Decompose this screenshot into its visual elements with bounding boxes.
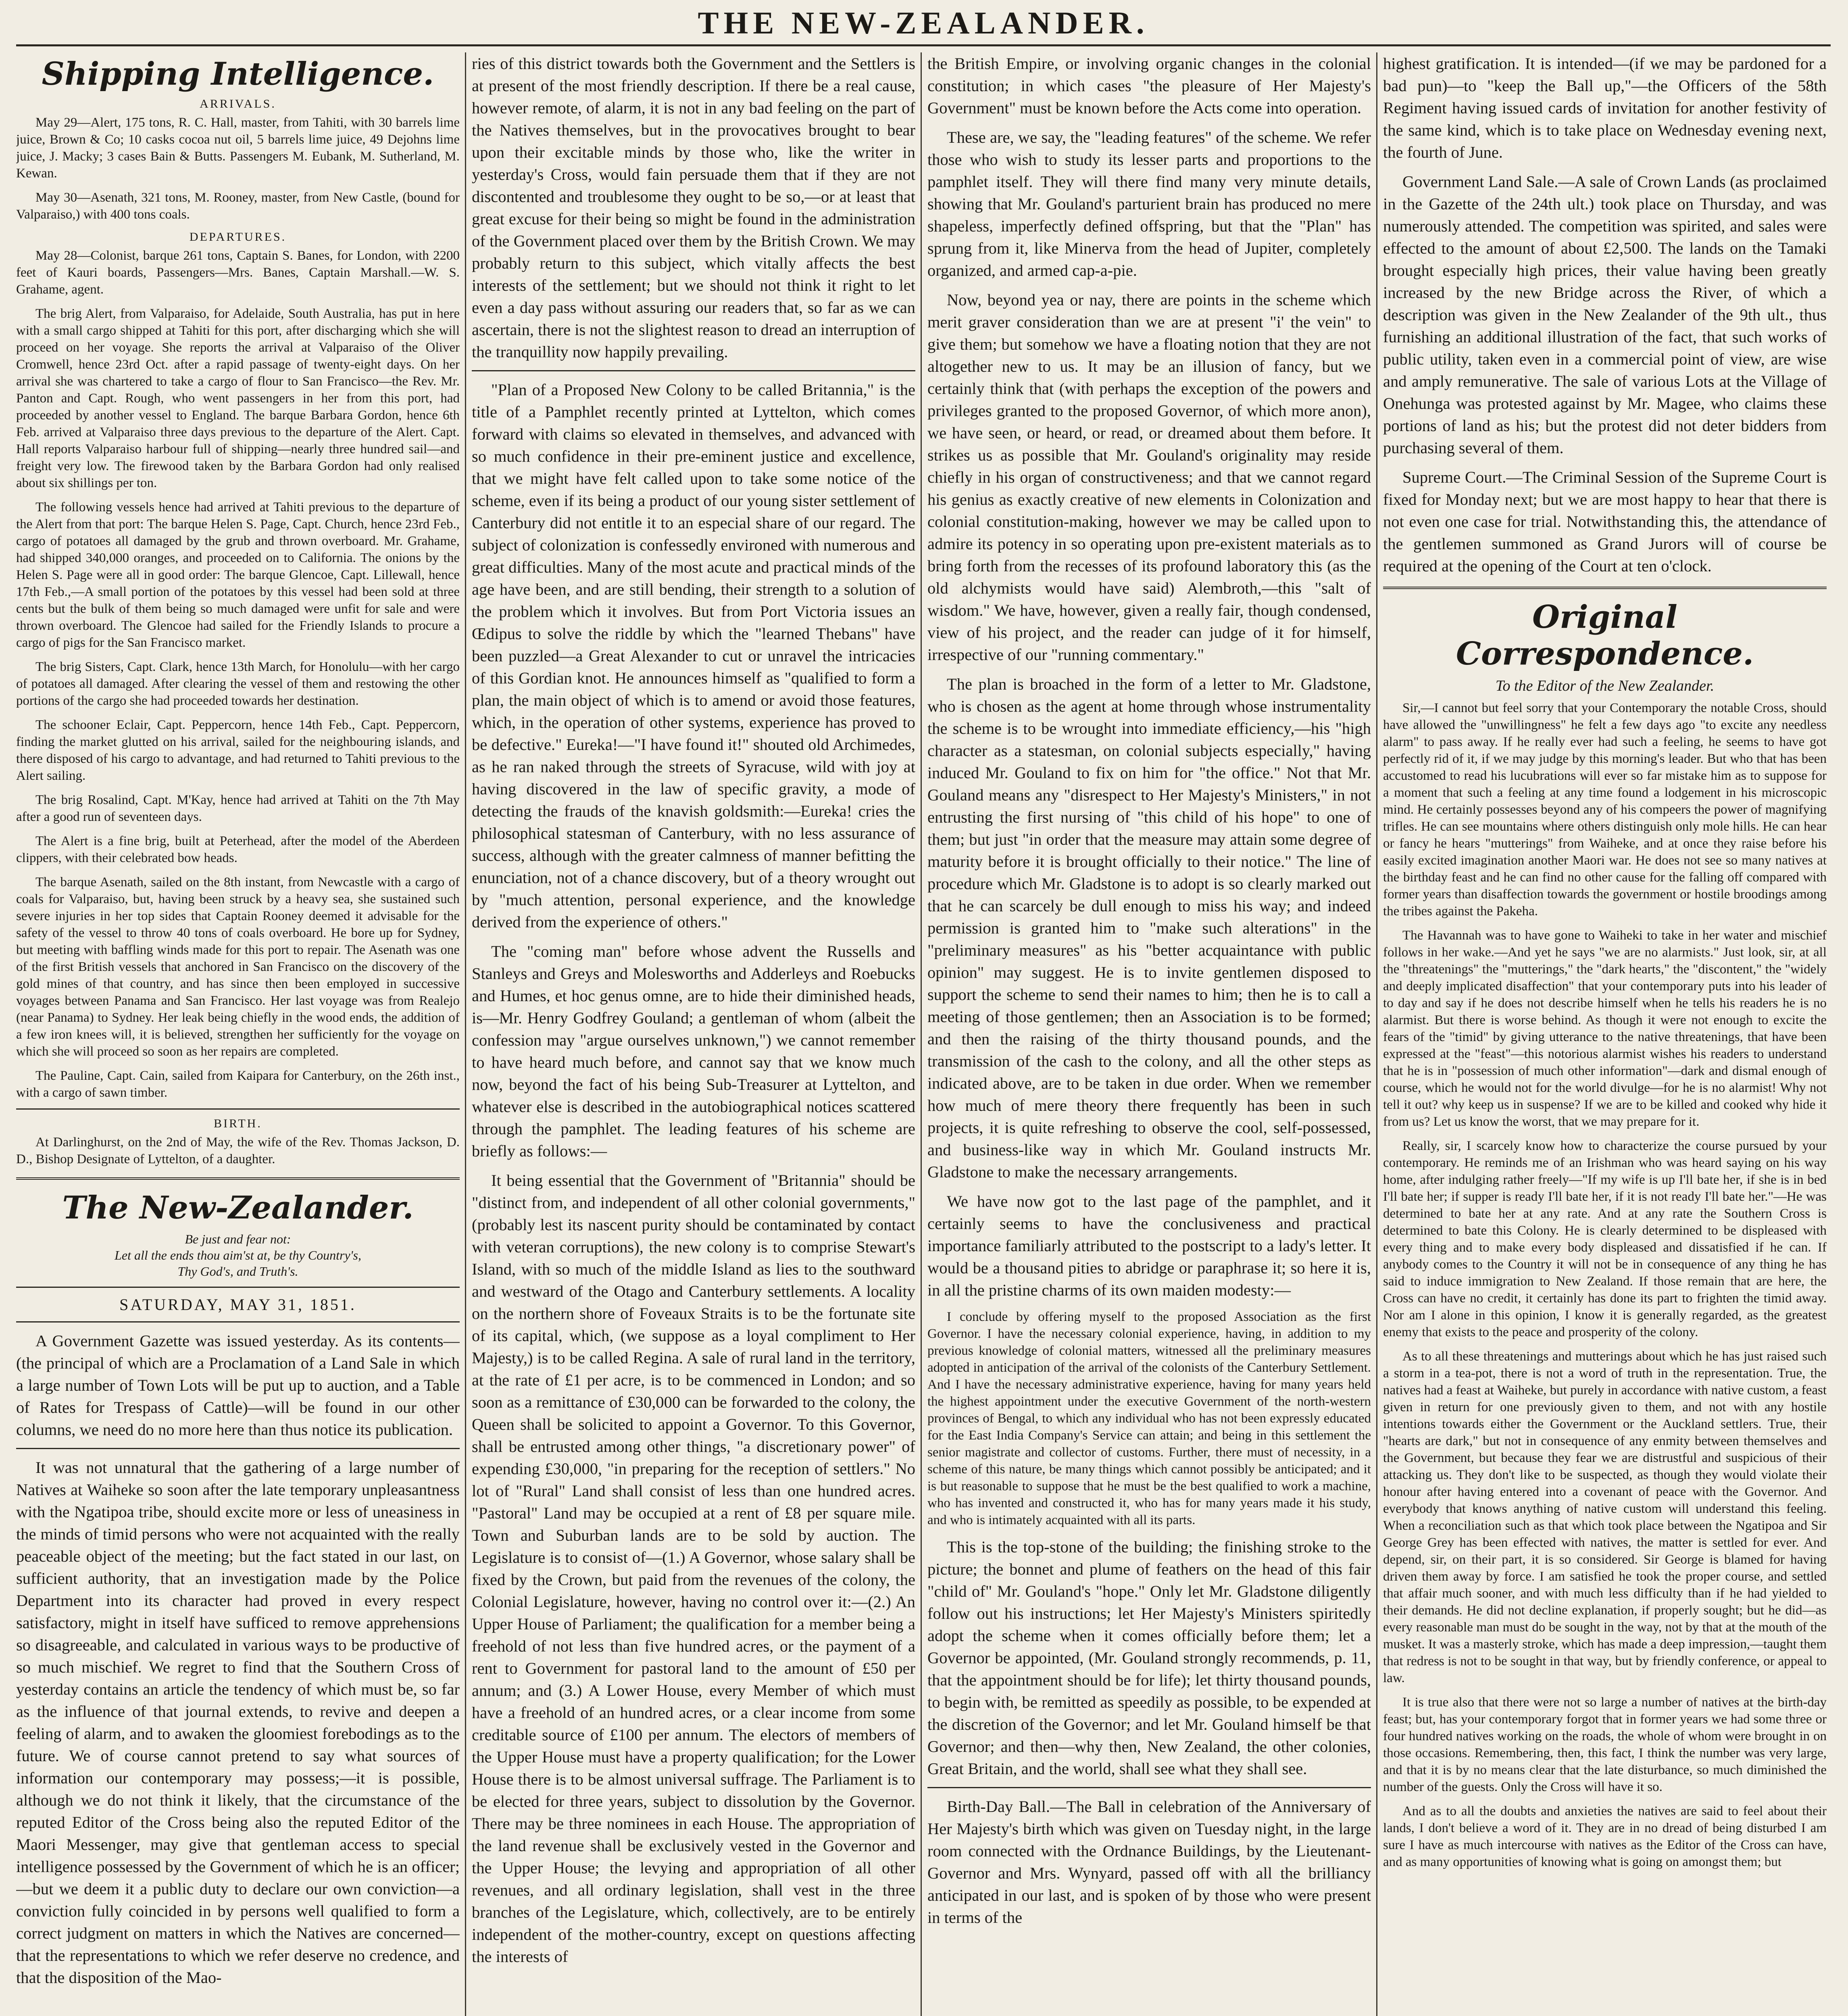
birth-heading: BIRTH.	[214, 1117, 262, 1130]
departures-heading: DEPARTURES.	[189, 230, 287, 244]
section-rule	[1383, 587, 1827, 589]
column-4	[1383, 52, 1827, 2016]
column-3	[927, 52, 1371, 2016]
column-rule	[465, 52, 466, 2016]
news-item: Supreme Court.—The Criminal Session of the Supreme Court is fixed for Monday next; but we are most happy to hear that there is not even one case for trial. Notwithstanding this, the attendance of the gentlemen summoned as Grand Jurors will of course be required at the opening of the Court at ten o'clock.	[1383, 468, 1827, 575]
shipping-note: The brig Alert, from Valparaiso, for Adelaide, South Australia, has put in here with a small cargo shipped at Tahiti for this port, after discharging which she will proceed on her voyage. She reports the arrival at Valparaiso of the Oliver Cromwell, hence 23rd Oct. after a rapid passage of twenty-eight days. On her arrival she was chartered to take a cargo of flour to San Francisco—the Rev. Mr. Panton and Capt. Rough, who went passengers in her from this port, had proceeded by another vessel to England. The barque Barbara Gordon, hence 6th Feb. arrived at Valparaiso three days previous to the departure of the Alert. Capt. Hall reports Valparaiso harbour full of shipping—nearly three hundred sail—and freight very low. The firewood taken by the Barbara Gordon had only realised about six shillings per ton.	[16, 306, 460, 490]
issue-date: SATURDAY, MAY 31, 1851.	[119, 1295, 356, 1314]
motto-line: Thy God's, and Truth's.	[177, 1264, 298, 1279]
editorial-paragraph: It being essential that the Government of "Britannia" should be "distinct from, and independent of all other colonial governments," (probably lest its nascent purity should be contaminated by contact with veteran corruptions), the new colony is to comprise Stewart's Island, with so much of the middle Island as lies to the southward and westward of the Otago and Canterbury settlements. A locality on the northern shore of Foveaux Straits is to be the fortunate site of its capital, which, (we suppose as a loyal compliment to Her Majesty,) is to be called Regina. A sale of rural land in the territory, at the rate of £1 per acre, is to be commenced in London; and so soon as a remittance of £30,000 can be forwarded to the colony, the Queen shall be solicited to appoint a Governor. To this Governor, shall be entrusted among other things, "a discretionary power" of expending £30,000, "in preparing for the reception of settlers." No lot of "Rural" Land shall consist of less than one hundred acres. "Pastoral" Land may be occupied at a rent of £8 per square mile. Town and Suburban lands are to be sold by auction. The Legislature is to consist of—(1.) A Governor, whose salary shall be fixed by the Crown, but paid from the revenues of the colony, the Colonial Legislature, however, having no control over it:—(2.) An Upper House of Parliament; the qualification for a member being a freehold of not less than five hundred acres, or the payment of a rent to Government for pastoral land to the amount of £50 per annum; and (3.) A Lower House, every Member of which must have a freehold of an hundred acres, or a clear income from some creditable source of £100 per annum. The electors of members of the Upper House must have a property qualification; for the Lower House there is to be almost universal suffrage. The Parliament is to be elected for three years, subject to dissolution by the Governor. There may be three nominees in each House. The appropriation of the land revenue shall be exclusively vested in the Governor and the Upper House; the levying and appropriation of all other revenues, and all ordinary legislation, shall vest in the three branches of the Legislature, which, collectively, are to be entirely independent of the mother-country, except on questions affecting the interests of	[472, 1171, 915, 1966]
section-rule	[16, 1287, 460, 1288]
section-rule	[16, 1108, 460, 1110]
shipping-note: The Alert is a fine brig, built at Peterhead, after the model of the Aberdeen clippers, with their celebrated bow heads.	[16, 834, 460, 865]
column-2	[472, 52, 915, 2016]
letter-paragraph: And as to all the doubts and anxieties the natives are said to feel about their lands, I don't believe a word of it. They are in no dread of being disturbed I am sure I have as much intercourse with natives as the Editor of the Cross can have, and as many opportunities of knowing what is going on amongst them; but	[1383, 1804, 1827, 1869]
masthead-rule	[16, 44, 1831, 46]
shipping-note: The barque Asenath, sailed on the 8th instant, from Newcastle with a cargo of coals for Valparaiso, but, having been struck by a heavy sea, she sustained such severe injuries in her top sides that Captain Rooney deemed it advisable for the safety of the vessel to throw 40 tons of coals overboard. He bore up for Sydney, but meeting with baffling winds made for this port to repair. The Asenath was one of the first British vessels that anchored in San Francisco on the discovery of the gold mines of that country, and has since then been employed in successive voyages between Panama and San Francisco. Her last voyage was from Realejo (near Panama) to Sydney. Her leak being chiefly in the wood ends, the addition of a few iron knees will, it is believed, strengthen her sufficiently for the voyage on which she will proceed so soon as her repairs are completed.	[16, 875, 460, 1059]
correspondence-title: Original Correspondence.	[1456, 599, 1754, 672]
editorial-title: The New-Zealander.	[62, 1189, 414, 1226]
editorial-paragraph: This is the top-stone of the building; the finishing stroke to the picture; the bonnet and plume of feathers on the head of this fair "child of" Mr. Gouland's "hope." Only let Mr. Gladstone diligently follow out his instructions; let Her Majesty's Ministers spiritedly adopt the scheme when it comes officially before them; let a Governor be appointed, (Mr. Gouland strongly recommends, p. 11, that the appointment should be for life); let thirty thousand pounds, to begin with, be remitted as speedily as possible, to be expended at the discretion of the Governor; and let Mr. Gouland himself be that Governor; and then—why then, New Zealand, the other colonies, Great Britain, and the world, shall see what they shall see.	[927, 1538, 1371, 1778]
arrival-entry: May 30—Asenath, 321 tons, M. Rooney, master, from New Castle, (bound for Valparaiso,) with 400 tons coals.	[16, 190, 460, 222]
editorial-paragraph: Now, beyond yea or nay, there are points in the scheme which merit graver consideration than we are at present "i' the vein" to give them; but somehow we have a floating notion that they are not altogether new to us. It may be an illusion of fancy, but we certainly think that (with perhaps the exception of the powers and privileges granted to the proposed Governor, of which more anon), we have seen, or heard, or read, or dreamed about them before. It strikes us as possible that Mr. Gouland's originality may reside chiefly in his organ of constructiveness; and that we cannot regard his genius as exactly creative of new elements in Colonization and colonial constitution-making, however we may be called upon to admire its potency in so operating upon pre-existent materials as to bring forth from the recesses of its profound laboratory this (as the old alchymists would have said) Alembroth,—this "salt of wisdom." We have, however, given a really fair, though condensed, view of his project, and the reader can judge of it for himself, irrespective of our "running commentary."	[927, 291, 1371, 664]
news-item: Birth-Day Ball.—The Ball in celebration of the Anniversary of Her Majesty's birth which was given on Tuesday night, in the large room connected with the Ordnance Buildings, by the Lieutenant-Governor and Mrs. Wynyard, passed off with all the brilliancy anticipated in our last, and is spoken of by those who were present in terms of the	[927, 1797, 1371, 1926]
editorial-paragraph: "Plan of a Proposed New Colony to be called Britannia," is the title of a Pamphlet recently printed at Lyttelton, which comes forward with claims so elevated in themselves, and advanced with so much confidence in their pre-eminent justice and excellence, that we might have felt called upon to take some notice of the scheme, even if its being a product of our young sister settlement of Canterbury did not entitle it to an especial share of our regard. The subject of colonization is confessedly environed with numerous and great difficulties. Many of the most acute and practical minds of the age have been, and are still bending, their strength to a solution of the problem which it involves. But from Port Victoria issues an Œdipus to solve the riddle by which the "learned Thebans" have been puzzled—a Great Alexander to cut or unravel the intricacies of this Gordian knot. He announces himself as "qualified to form a plan, the main object of which is to amend or avoid those features, which, in the operation of other systems, experience has proved to be defective." Eureka!—"I have found it!" shouted old Archimedes, as he ran naked through the streets of Syracuse, wild with joy at having discovered in the law of specific gravity, a mode of detecting the frauds of the knavish goldsmith:—Eureka! cries the philosophical statesman of Canterbury, with no less assurance of success, although with the greater calmness of manner befitting the enunciation, not of a chance discovery, but of a theory wrought out by "much attention, personal experience, and the knowledge derived from the experience of others."	[472, 381, 915, 931]
section-rule	[472, 370, 915, 371]
news-item: highest gratification. It is intended—(if we may be pardoned for a bad pun)—to "keep the Ball up,"—the Officers of the 58th Regiment having issued cards of invitation for another festivity of the same kind, which is to take place on Wednesday evening next, the fourth of June.	[1383, 54, 1827, 161]
section-rule	[927, 1787, 1371, 1788]
shipping-note: The brig Rosalind, Capt. M'Kay, hence had arrived at Tahiti on the 7th May after a good run of seventeen days.	[16, 793, 460, 824]
letter-paragraph: Sir,—I cannot but feel sorry that your Contemporary the notable Cross, should have allowed the "unwillingness" he felt a few days ago "to excite any needless alarm" to pass away. If he really ever had such a feeling, he seems to have got perfectly rid of it, if we may judge by this morning's leader. But who that has been accustomed to read his lucubrations will ever so far mistake him as to suppose for a moment that such a feeling at any time found a lodgement in his microscopic mind. He certainly possesses beyond any of his compeers the power of magnifying trifles. He can see mountains where others distinguish only mole hills. He can hear or fancy he hears "mutterings" from Waiheke, and at once they raise before his easily excited imagination another Maori war. He does not see so many natives at the birthday feast and he can find no other cause for the falling off compared with former years than disaffection towards the government or hostile broodings among the tribes against the Pakeha.	[1383, 701, 1827, 918]
letter-paragraph: It is true also that there were not so large a number of natives at the birth-day feast; but, has your contemporary forgot that in former years we had some three or four hundred natives working on the roads, the whole of whom were brought in on those occasions. Remembering, then, this fact, I think the number was very large, and that it is by no means clear that the late disturbance, so much diminished the number of the guests. Only the Cross will have it so.	[1383, 1695, 1827, 1794]
editorial-paragraph: We have now got to the last page of the pamphlet, and it certainly seems to have the conclusiveness and practical importance familiarly attributed to the postscript to a lady's letter. It would be a thousand pities to abridge or paraphrase it; so here it is, in all the pristine charms of its own maiden modesty:—	[927, 1192, 1371, 1299]
shipping-note: The following vessels hence had arrived at Tahiti previous to the departure of the Alert from that port: The barque Helen S. Page, Capt. Church, hence 23rd Feb., cargo of potatoes all damaged by the grub and thrown overboard. Mr. Grahame, had shipped 340,000 oranges, and proceeded on to California. The onions by the Helen S. Page were all in good order: The barque Glencoe, Capt. Lillewall, hence 17th Feb.,—A small portion of the potatoes by this vessel had been sold at three cents but the bulk of them being so much damaged were unfit for sale and were thrown overboard. The Glencoe had sailed for the Friendly Islands to procure a cargo of pigs for the San Francisco market.	[16, 500, 460, 650]
news-item: Government Land Sale.—A sale of Crown Lands (as proclaimed in the Gazette of the 24th ult.) took place on Thursday, and was numerously attended. The competition was spirited, and sales were effected to the amount of about £2,500. The lands on the Tamaki brought especially high prices, their value having been greatly increased by the new Bridge across the River, of which a description was given in the New Zealander of the 9th ult., thus furnishing an additional illustration of the fact, that such works of public utility, taken even in a commercial point of view, are wise and amply remunerative. The sale of various Lots at the Village of Onehunga was protested against by Mr. Magee, who claims these portions of land as his; but the protest did not deter bidders from purchasing several of them.	[1383, 173, 1827, 457]
column-rule	[1376, 52, 1377, 2016]
birth-notice: At Darlinghurst, on the 2nd of May, the wife of the Rev. Thomas Jackson, D. D., Bishop Designate of Lyttelton, of a daughter.	[16, 1135, 460, 1166]
editorial-paragraph: ries of this district towards both the Government and the Settlers is at present of the most friendly description. If there be a real cause, however remote, of alarm, it is not in any bad feeling on the part of the Natives themselves, but in the provocatives brought to bear upon their excitable minds by those who, like the writer in yesterday's Cross, would fain persuade them that if they are not discontented and troublesome they ought to be so,—or at least that great excuse for their being so might be found in the administration of the Government placed over them by the British Crown. We may probably return to this subject, which vitally affects the best interests of the settlement; but we should not think it right to let even a day pass without assuring our readers that, so far as we can ascertain, there is not the slightest reason to dread an interruption of the tranquillity now happily prevailing.	[472, 54, 915, 361]
editorial-paragraph: the British Empire, or involving organic changes in the colonial constitution; in which cases "the pleasure of Her Majesty's Government" must be known before the Acts come into operation.	[927, 54, 1371, 117]
column-1	[16, 52, 460, 2016]
shipping-note: The Pauline, Capt. Cain, sailed from Kaipara for Canterbury, on the 26th inst., with a cargo of sawn timber.	[16, 1068, 460, 1100]
letter-paragraph: The Havannah was to have gone to Waiheki to take in her water and mischief follows in her wake.—And yet he says "we are no alarmists." Just look, sir, at all the "threatenings" the "mutterings," the "dark hearts," the "discontent," the "widely and deeply implicated disaffection" that your contemporary puts into his leader of to day and say if he does not describe himself when he tells his readers he is no alarmist. But there is worse behind. As though it were not enough to excite the fears of the "timid" by giving utterance to the native threatenings, that have been expressed at the "feast"—this notorious alarmist wishes his readers to understand that he is in "possession of much other information"—dark and dismal enough of course, which he would not for the world divulge—for he is no alarmist! Why not tell it out? why keep us in suspense? If we are to be killed and cooked why hide it from us? Let us know the worst, that we may prepare for it.	[1383, 928, 1827, 1129]
motto-line: Let all the ends thou aim'st at, be thy Country's,	[115, 1248, 361, 1262]
masthead: THE NEW-ZEALANDER.	[698, 5, 1149, 40]
arrivals-heading: ARRIVALS.	[200, 97, 276, 110]
column-rule	[921, 52, 922, 2016]
departure-entry: May 28—Colonist, barque 261 tons, Captain S. Banes, for London, with 2200 feet of Kauri boards, Passengers—Mrs. Banes, Captain Marshall.—W. S. Grahame, agent.	[16, 248, 460, 297]
editorial-paragraph: These are, we say, the "leading features" of the scheme. We refer those who wish to study its lesser parts and proportions to the pamphlet itself. They will there find many very minute details, showing that Mr. Gouland's parturient brain has produced no mere shapeless, imperfectly defined offspring, but that the "Plan" has sprung from it, like Minerva from the head of Jupiter, completely organized, and armed cap-a-pie.	[927, 128, 1371, 279]
editorial-paragraph: It was not unnatural that the gathering of a large number of Natives at Waiheke so soon after the late temporary unpleasantness with the Ngatipoa tribe, should excite more or less of uneasiness in the minds of timid persons who were not acquainted with the really peaceable object of the meeting; but the fact stated in our last, on sufficient authority, that an investigation made by the Police Department into its character had proved in every respect satisfactory, might in itself have sufficed to remove apprehensions so disagreeable, and calculated in various ways to be productive of so much mischief. We regret to find that the Southern Cross of yesterday contains an article the tendency of which must be, so far as the influence of that journal extends, to revive and deepen a feeling of alarm, and to awaken the gloomiest forebodings as to the future. We of course cannot pretend to say what sources of information our contemporary may possess;—it is possible, although we do not think it likely, that the circumstance of the reputed Editor of the Cross being also the reputed Editor of the Maori Messenger, may give that gentleman access to special intelligence possessed by the Government of which he is an officer;—but we deem it a public duty to declare our own conviction—a conviction fully coincided in by persons well qualified to form a correct judgment on matters in which the Natives are concerned—that the representations to which we refer deserve no credence, and that the disposition of the Mao-	[16, 1458, 460, 1987]
motto-line: Be just and fear not:	[185, 1232, 291, 1246]
shipping-note: The brig Sisters, Capt. Clark, hence 13th March, for Honolulu—with her cargo of potatoes all damaged. After clearing the vessel of them and restowing the other portions of the cargo she had proceeded towards her destination.	[16, 660, 460, 708]
shipping-title: Shipping Intelligence.	[42, 56, 434, 92]
quoted-passage: I conclude by offering myself to the proposed Association as the first Governor. I have the necessary colonial experience, having, in addition to my previous knowledge of colonial matters, witnessed all the preliminary measures adopted in anticipation of the arrival of the colonists of the Canterbury Settlement. And I have the necessary administrative experience, having for many years held the highest appointment under the executive Government of the north-western provinces of Bengal, to which any individual who has not been expressly educated for the East India Company's Service can attain; and being in this settlement the senior magistrate and collector of customs. Further, there must of necessity, in a scheme of this nature, be many things which cannot possibly be anticipated; and it is but reasonable to suppose that he must be the best qualified to work a machine, who has invented and constructed it, who has for many years made it his study, and who is intimately acquainted with all its parts.	[927, 1310, 1371, 1527]
shipping-note: The schooner Eclair, Capt. Peppercorn, hence 14th Feb., Capt. Peppercorn, finding the market glutted on his arrival, sailed for the neighbouring islands, and there disposed of his cargo to advantage, and had returned to Tahiti previous to the Alert sailing.	[16, 718, 460, 783]
editorial-paragraph: A Government Gazette was issued yesterday. As its contents—(the principal of which are a Proclamation of a Land Sale in which a large number of Town Lots will be put up to auction, and a Table of Rates for Trespass of Cattle)—will be found in our other columns, we need do no more here than thus notice its publication.	[16, 1332, 460, 1439]
letter-paragraph: Really, sir, I scarcely know how to characterize the course pursued by your contemporary. He reminds me of an Irishman who was heard saying on his way home, after indulging rather freely—"If my wife is up I'll bate her, if she is in bed I'll bate her; if supper is ready I'll bate her, if it is not ready I'll bate her."—He was determined to bate her at any rate. And at any rate the Southern Cross is determined to bate this Colony. He is clearly determined to be displeased with every thing and to make every body displeased and dissatisfied if he can. If anybody comes to the Country it will not be in consequence of any thing he has said to induce immigration to New Zealand. If those remain that are here, the Cross can have no credit, it certainly has done its part to frighten the timid away. Nor am I alone in this opinion, I know it is generally regarded, as the greatest enemy that exists to the peace and prosperity of the colony.	[1383, 1139, 1827, 1339]
section-rule	[16, 1177, 460, 1180]
editorial-paragraph: The plan is broached in the form of a letter to Mr. Gladstone, who is chosen as the agent at home through whose instrumentality the scheme is to be wrought into immediate efficiency,—his "high character as a statesman, on colonial subjects especially," having induced Mr. Gouland to fix on him for "the office." Not that Mr. Gouland means any "disrespect to Her Majesty's Ministers," in not entrusting the first nursing of "this child of his hope" to one of them; but just "in order that the measure may attain some degree of maturity before it is brought officially to their notice." The line of procedure which Mr. Gladstone is to adopt is so clearly marked out that he can scarcely be dull enough to miss his way; and indeed permission is granted him to "make such alterations" in the "preliminary measures" as his "better acquaintance with public opinion" may suggest. He is to invite gentlemen disposed to support the scheme to send their names to him; then he is to call a meeting of those gentlemen; then an Association is to be formed; and then the raising of the thirty thousand pounds, and the transmission of the cash to the colony, and all the other steps as indicated above, are to be taken in due order. When we remember how much of mere theory there frequently has been in such projects, it is quite refreshing to observe the cool, self-possessed, and business-like way in which Mr. Gouland instructs Mr. Gladstone to make the necessary arrangements.	[927, 675, 1371, 1181]
arrival-entry: May 29—Alert, 175 tons, R. C. Hall, master, from Tahiti, with 30 barrels lime juice, Brown & Co; 10 casks cocoa nut oil, 5 barrels lime juice, 49 Dejohns lime juice, J. Macky; 3 cases Bain & Butts. Passengers M. Eubank, M. Sutherland, M. Kewan.	[16, 115, 460, 181]
editorial-paragraph: The "coming man" before whose advent the Russells and Stanleys and Greys and Molesworths and Adderleys and Roebucks and Humes, et hoc genus omne, are to hide their diminished heads, is—Mr. Henry Godfrey Gouland; a gentleman of whom (albeit the confession may "argue ourselves unknown,") we cannot remember to have heard much before, and cannot say that we know much now, beyond the fact of his being Sub-Treasurer at Lyttelton, and whatever else is described in the autobiographical notices scattered through the pamphlet. The leading features of his scheme are briefly as follows:—	[472, 942, 915, 1160]
letter-address: To the Editor of the New Zealander.	[1495, 677, 1715, 694]
section-rule	[16, 1321, 460, 1322]
section-rule	[16, 1448, 460, 1449]
letter-paragraph: As to all these threatenings and mutterings about which he has just raised such a storm in a tea-pot, there is not a word of truth in the representation. True, the natives had a feast at Waiheke, but purely in accordance with native custom, a feast given in return for one previously given to them, and not with any hostile intentions towards either the Government or the Auckland settlers. True, their "hearts are dark," but not in consequence of any enmity between themselves and the Government, but because they fear we are distrustful and suspicious of their attacking us. They don't like to be suspected, as though they would violate their honour after having entered into a covenant of peace with the Governor. And everybody that knows anything of native custom will understand this feeling. When a reconciliation such as that which took place between the Ngatipoa and Sir George Grey has been effected with natives, the matter is settled for ever. And depend, sir, on their part, it is so considered. Sir George is blamed for having driven them away by force. I am satisfied he took the proper course, and settled that affair much sooner, and with much less difficulty than if he had yielded to their demands. He did not decline explanation, if properly sought; but he did—as every reasonable man must do be sought in the way, not by that at the mouth of the musket. It was a masterly stroke, which has made a deep impression,—taught them that redress is not to be sought in that way, but by friendly conference, or appeal to law.	[1383, 1349, 1827, 1685]
